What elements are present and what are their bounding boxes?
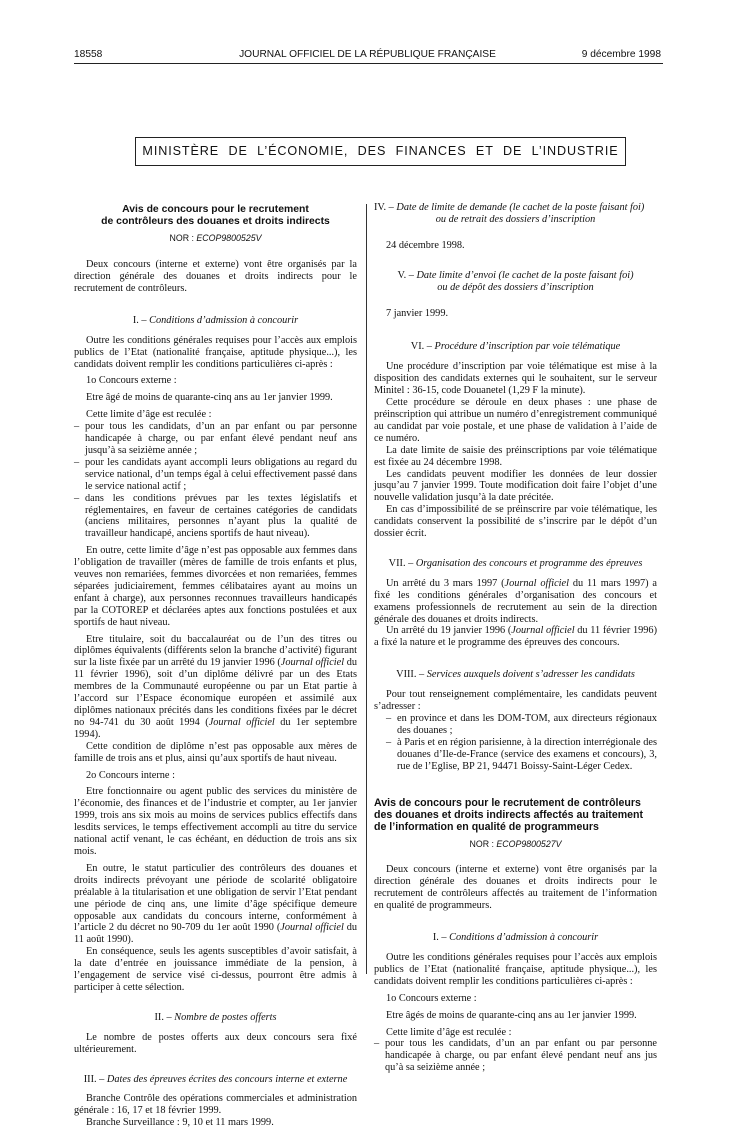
notice2-title: Avis de concours pour le recrutement de contrôleurs des douanes et droits indirects affectés au traitement de l’information en qualité de programmeurs [374,796,644,833]
age-extension-list [374,1038,657,1074]
left-column [74,204,357,1129]
notice1-title-line1: Avis de concours pour le recrutement [122,204,309,215]
section-heading-8 [374,669,657,681]
section-title: ou de dépôt des dossiers d’inscription [437,281,594,293]
text: Journal officiel [280,657,345,669]
notice2-intro: Deux concours (interne et externe) vont être organisés par la direction générale des douanes et droits indirects pour le recrutement de contrôleurs affectés au traitement de l’information en qualité de programmeurs. [374,864,657,912]
section-number: I. – [432,932,450,944]
section-heading-6 [374,341,657,353]
text: Journal officiel [208,716,275,728]
section-heading-5 [374,270,657,294]
nor-code: ECOP9800527V [496,838,562,849]
header-rule [74,63,663,64]
paragraph [374,578,657,626]
paragraph: 24 décembre 1998. [386,239,465,251]
section-heading-1 [74,315,357,327]
notice1-title [74,204,357,227]
section-title: Conditions d’admission à concourir [449,932,599,944]
paragraph: En conséquence, seuls les agents susceptibles d’avoir satisfait, à la date d’entrée en jouissance immédiate de la pension, à l’engagement de service visé ci-dessus, pourront être admis à participer à cette sélection. [74,946,357,993]
paragraph: Outre les conditions générales requises pour l’accès aux emplois publics de l’Etat (nationalité française, aptitude physique...), les candidats doivent remplir les conditions particulières ci-après : [374,951,657,987]
section-heading-7 [374,558,657,570]
section-title: Date limite d’envoi (le cachet de la poste faisant foi) [416,269,634,281]
paragraph: Les candidats peuvent modifier les données de leur dossier jusqu’au 7 janvier 1999. Toute modification doit faire l’objet d’une nouvelle validation jusqu’à la date précitée. [374,468,657,504]
paragraph: 7 janvier 1999. [386,307,449,319]
paragraph: Etre fonctionnaire ou agent public des services du ministère de l’économie, des finances et de l’industrie et compter, au 1er janvier 1999, trois ans six mois au moins de services publics effectifs dans lesdits services, le temps effectivement accompli au titre du service national actif venant, le cas échéant, en déduction de trois ans six mois. [74,786,357,857]
label-text: 1o Concours externe : [86,375,177,387]
section-heading-4 [374,202,657,226]
paragraph [74,863,357,946]
text: Etre titulaire, soit du baccalauréat ou de l’un des titres ou diplômes équivalents (différents selon la branche d’activité) figurant sur la liste fixée par un arrêté du 19 janvier 1996 ( [74,633,357,669]
external-contest-label: 1o Concours externe : [386,992,477,1004]
age-extension-list [74,421,357,540]
list-item: – en province et dans les DOM-TOM, aux directeurs régionaux des douanes ; [386,713,657,737]
section-heading-2 [74,1012,357,1024]
internal-contest-label: 2o Concours interne : [86,769,175,781]
journal-title: JOURNAL OFFICIEL DE LA RÉPUBLIQUE FRANÇAISE [239,49,496,60]
section-number: VI. – [410,341,435,353]
notice1-intro: Deux concours (interne et externe) vont être organisés par la direction générale des douanes et droits indirects pour le recrutement de contrôleurs. [74,259,357,294]
paragraph: Cette procédure se déroule en deux phases : une phase de préinscription qui attribue un numéro d’enregistrement communiqué au candidat par voie postale, et une phase de validation à l’aide de ce numéro. [374,397,657,444]
paragraph: Cette condition de diplôme n’est pas opposable aux mères de famille de trois ans et plus, ainsi qu’aux sportifs de haut niveau. [74,740,357,764]
text: du 1er septembre 1994). [74,716,357,740]
section-number: II. – [154,1011,175,1023]
nor-label: NOR : [169,233,197,244]
paragraph [74,634,357,741]
list-item: – à Paris et en région parisienne, à la direction interrégionale des douanes d’Ile-de-France (service des examens et concours), 3, rue de l’Eglise, BP 21, 94471 Boissy-Saint-Léger Cedex. [386,737,657,773]
text: Un arrêté du 19 janvier 1996 ( [386,625,512,637]
section-title: Dates des épreuves écrites des concours interne et externe [106,1073,348,1085]
paragraph: Etre âgés de moins de quarante-cinq ans au 1er janvier 1999. [386,1009,637,1021]
notice2-nor [374,839,657,851]
section-title: ou de retrait des dossiers d’inscription [435,213,596,225]
nor-label: NOR : [469,838,497,849]
paragraph: Cette limite d’âge est reculée : [86,409,212,421]
section-title: Procédure d’inscription par voie télématique [434,341,621,353]
section-heading-3 [74,1074,357,1086]
section-title: Date de limite de demande (le cachet de la poste faisant foi) [396,202,645,213]
section-number: IV. – [374,202,397,213]
text: du 11 février 1996), soit d’un diplôme délivré par un des Etats membres de la Communauté européenne ou par un Etat partie à l’accord sur l’Espace économique européen et assimilé aux diplômes nationaux précités dans les conditions fixées par le décret no 94-741 du 30 août 1994 ( [74,657,357,728]
text: du 11 août 1990). [74,922,358,946]
section-title: Nombre de postes offerts [174,1011,277,1023]
column-divider [366,204,367,974]
paragraph: Branche Contrôle des opérations commerciales et administration générale : 16, 17 et 18 février 1999. [74,1093,357,1117]
text: En outre, le statut particulier des contrôleurs des douanes et droits indirects prévoyant une période de scolarité obligatoire préalable à la titularisation et une obligation de servir l’Etat pendant une période de cinq ans, une limite d’âge spécifique demeure opposable aux candidats du concours interne, conformément à l’article 2 du décret no 90-709 du 1er août 1990 ( [74,862,357,934]
text: Journal officiel [280,922,344,934]
nor-code: ECOP9800525V [196,233,262,244]
text: Un arrêté du 3 mars 1997 ( [386,577,505,589]
paragraph: En cas d’impossibilité de se préinscrire par voie télématique, les candidats conservent la possibilité de s’inscrire par le dépôt d’un dossier écrit. [374,504,657,540]
paragraph: La date limite de saisie des préinscriptions par voie télématique est fixée au 24 décembre 1998. [374,444,657,468]
section-number: I. – [132,314,150,326]
paragraph: Le nombre de postes offerts aux deux concours sera fixé ultérieurement. [74,1031,357,1055]
section-number: VIII. – [396,669,427,681]
paragraph: Une procédure d’inscription par voie télématique est mise à la disposition des candidats externes qui le souhaitent, sur le serveur Minitel : 36-15, code Douanetel (1,29 F la minute). [374,361,657,397]
section-title: Services auxquels doivent s’adresser les candidats [426,669,635,681]
section-number: VII. – [388,557,416,569]
issue-date: 9 décembre 1998 [581,49,661,60]
paragraph [374,625,657,649]
contact-list [374,713,657,773]
paragraph: Cette limite d’âge est reculée : [386,1026,512,1038]
paragraph: Branche Surveillance : 9, 10 et 11 mars 1999. [86,1117,274,1129]
paragraph: En outre, cette limite d’âge n’est pas opposable aux femmes dans l’obligation de travailler (mères de famille de trois enfants et plus, veuves non remariées, femmes divorcées et non remariées, femmes séparées judiciairement, femmes célibataires ayant au moins un enfant à charge), aux personnes reconnues travailleurs handicapés par la COTOREP et déclarées aptes aux fonctions postulées et aux sportifs de haut niveau. [74,545,357,628]
list-item: – pour tous les candidats, d’un an par enfant ou par personne handicapée à charge, ou par enfant élevé pendant neuf ans jus qu’à sa seizième année ; [374,1038,657,1074]
list-item: – pour les candidats ayant accompli leurs obligations au regard du service national, d’un temps égal à celui effectivement passé dans le service national actif ; [74,457,357,493]
text: Journal officiel [504,577,569,589]
notice2-section-heading-1 [374,932,657,944]
text: Journal officiel [511,625,575,637]
ministry-banner: MINISTÈRE DE L’ÉCONOMIE, DES FINANCES ET DE L’INDUSTRIE [135,137,626,166]
text: du 11 février 1996) a fixé la nature et le programme des épreuves des concours. [374,625,657,649]
section-number: V. – [397,269,417,281]
section-number: III. – [83,1073,107,1085]
paragraph: Etre âgé de moins de quarante-cinq ans au 1er janvier 1999. [86,392,333,404]
paragraph: Outre les conditions générales requises pour l’accès aux emplois publics de l’Etat (nationalité française, aptitude physique...), les candidats doivent remplir les conditions particulières ci-après : [74,334,357,370]
right-column [374,204,657,1074]
section-title: Conditions d’admission à concourir [149,314,299,326]
section-title: Organisation des concours et programme des épreuves [415,557,643,569]
text: du 11 mars 1997) a fixé les conditions générales d’organisation des concours et examens professionnels de recrutement au sein de la direction générale des douanes et droits indirects. [374,577,657,625]
page-number: 18558 [74,49,103,60]
notice1-title-line2: de contrôleurs des douanes et droits indirects [101,215,330,227]
list-item: – dans les conditions prévues par les textes législatifs et réglementaires, en faveur de certaines catégories de candidats (anciens militaires, personnes n’ayant plus la qualité de travailleur handicapé, anciens sportifs de haut niveau). [74,493,357,541]
notice1-nor [74,233,357,245]
list-item: – pour tous les candidats, d’un an par enfant ou par personne handicapée à charge, ou par enfant élevé pendant neuf ans jusqu’à sa seizième année ; [74,421,357,457]
external-contest-label [74,375,357,387]
paragraph: Pour tout renseignement complémentaire, les candidats peuvent s’adresser : [374,689,657,713]
